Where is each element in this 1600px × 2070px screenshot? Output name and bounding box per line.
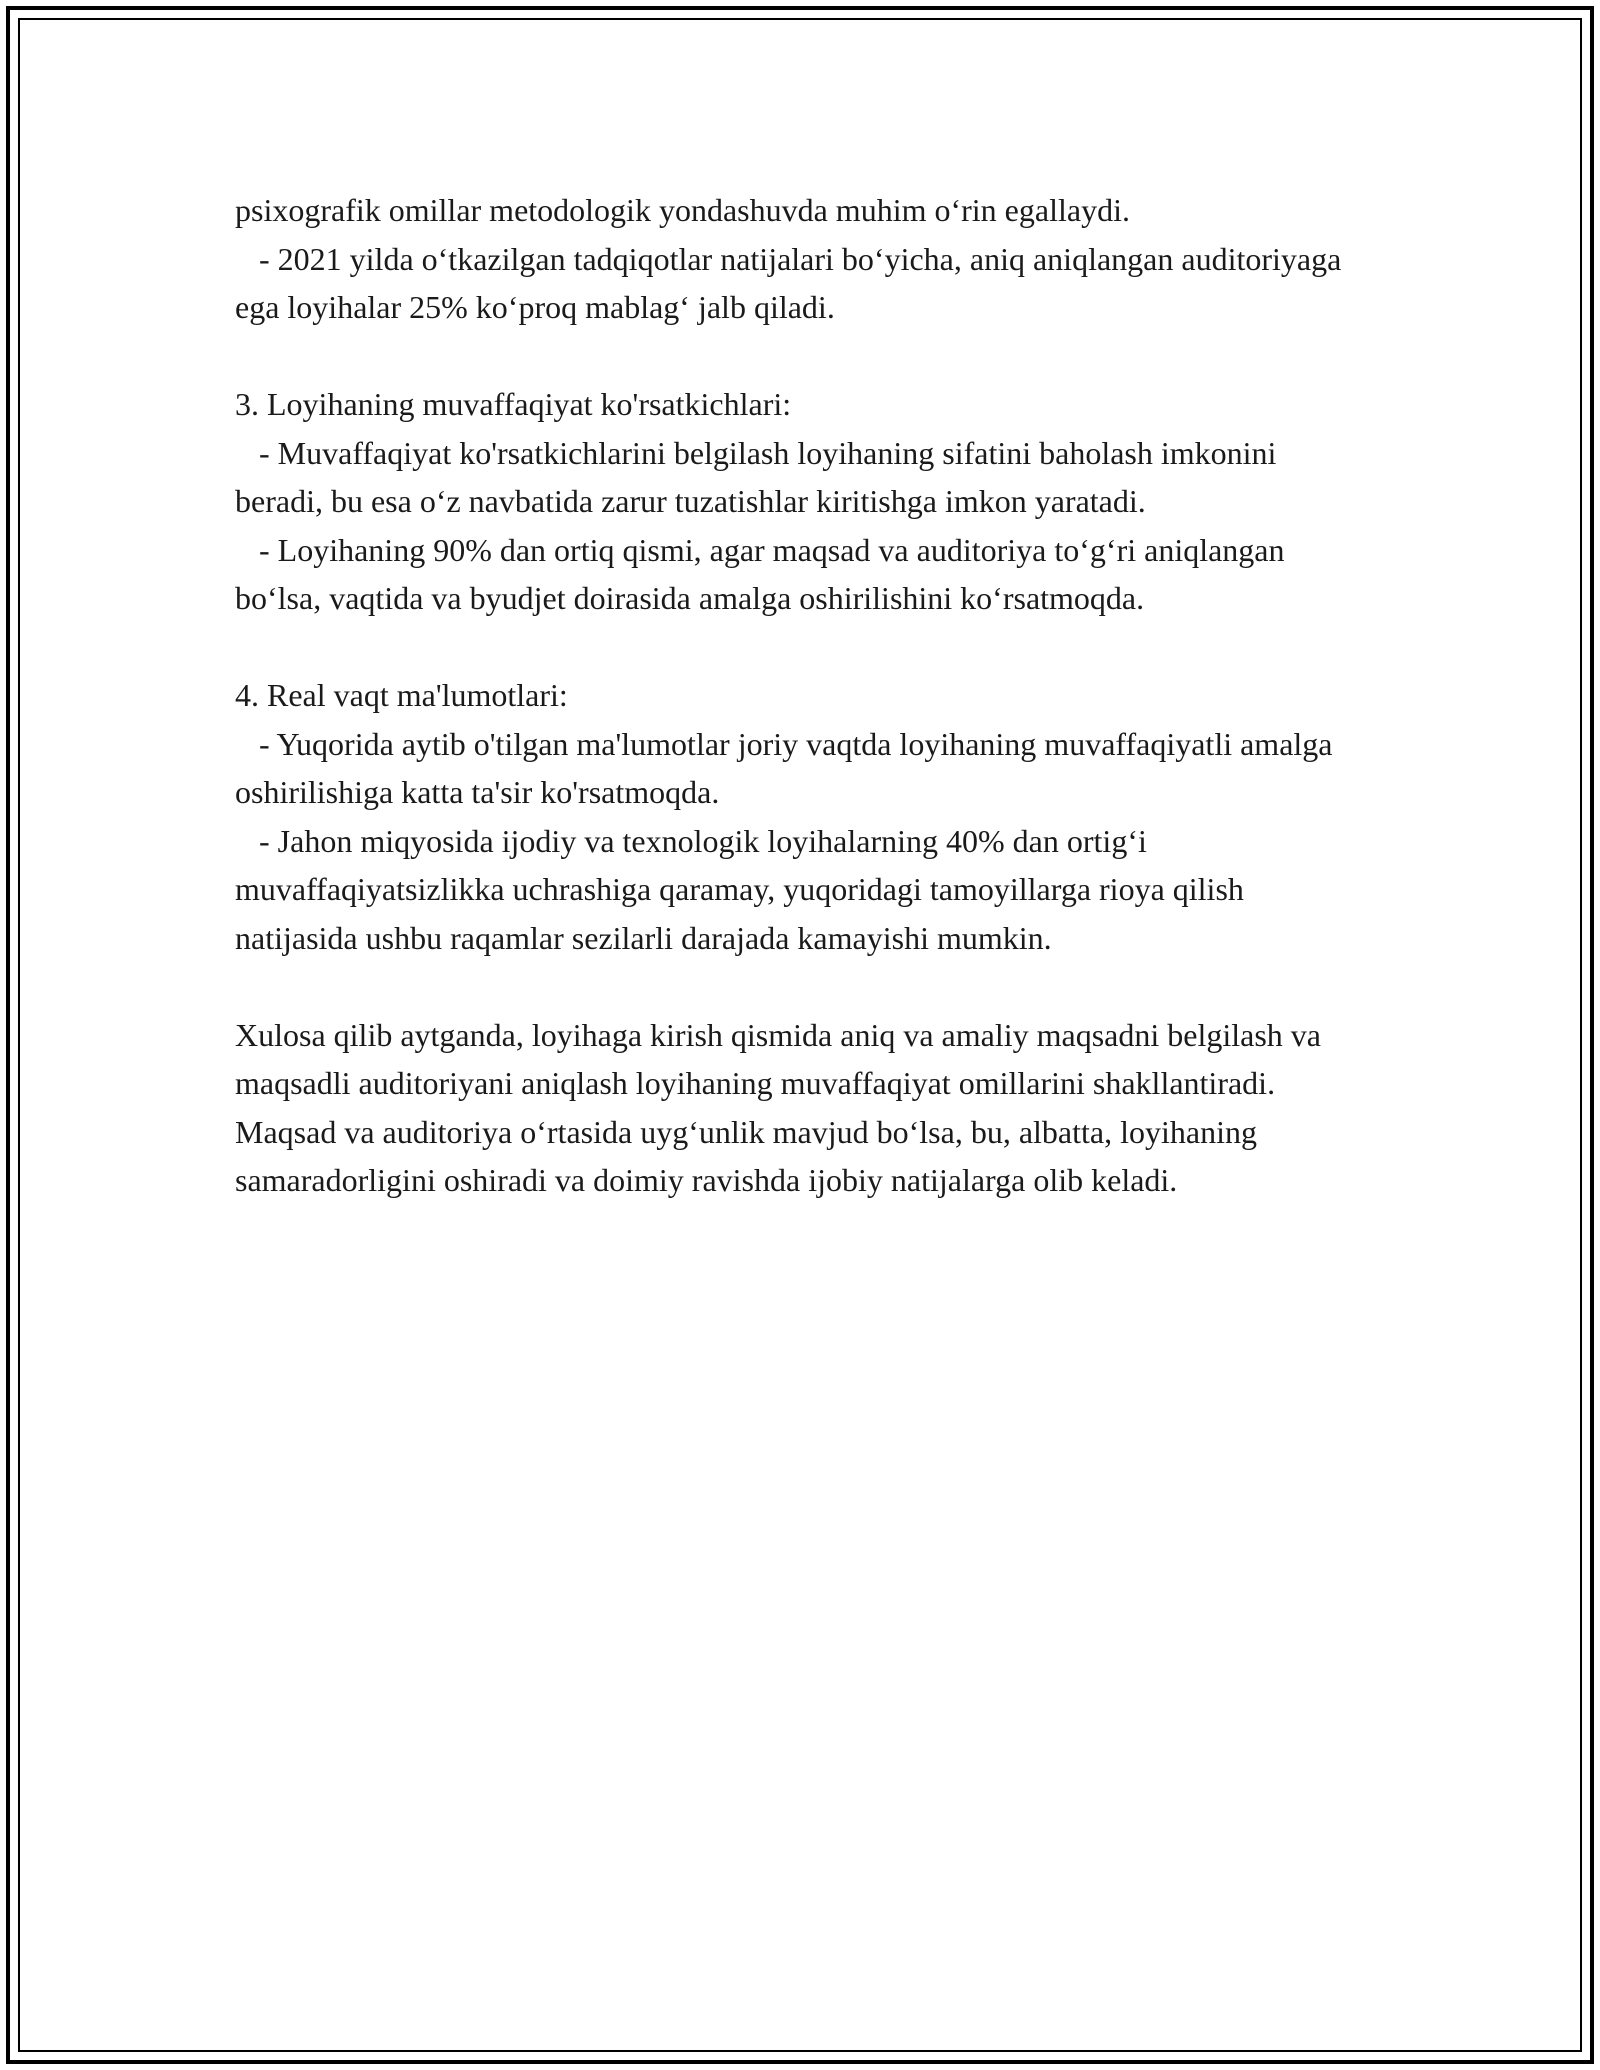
section-heading-3: 3. Loyihaning muvaffaqiyat ko'rsatkichlari: [235,386,792,422]
bullet-90-percent: - Loyihaning 90% dan ortiq qismi, agar maqsad va auditoriya to‘g‘ri aniqlangan bo‘lsa, vaqtida va byudjet doirasida amalga oshirilishini ko‘rsatmoqda. [235,531,1293,616]
bullet-2021-research: - 2021 yilda o‘tkazilgan tadqiqotlar natijalari bo‘yicha, aniq aniqlangan auditoriyaga ega loyihalar 25% ko‘proq mablag‘ jalb qiladi. [235,240,1350,325]
paragraph-gap [235,623,1355,672]
paragraph-gap [235,332,1355,381]
paragraph-psixografik: psixografik omillar metodologik yondashuvda muhim o‘rin egallaydi. [235,192,1130,228]
conclusion-paragraph: Xulosa qilib aytganda, loyihaga kirish qismida aniq va amaliy maqsadni belgilash va maqsadli auditoriyani aniqlash loyihaning muvaffaqiyat omillarini shakllantiradi. Maqsad va auditoriya o‘rtasida uyg‘unlik mavjud bo‘lsa, bu, albatta, loyihaning samaradorligini oshiradi va doimiy ravishda ijobiy natijalarga olib keladi. [235,1016,1321,1198]
paragraph-gap [235,962,1355,1011]
bullet-success-indicators: - Muvaffaqiyat ko'rsatkichlarini belgilash loyihaning sifatini baholash imkonini beradi, bu esa o‘z navbatida zarur tuzatishlar kiritishga imkon yaratadi. [235,434,1285,519]
bullet-40-percent: - Jahon miqyosida ijodiy va texnologik loyihalarning 40% dan ortig‘i muvaffaqiyatsizlikka uchrashiga qaramay, yuqoridagi tamoyillarga rioya qilish natijasida ushbu raqamlar sezilarli darajada kamayishi mumkin. [235,822,1252,956]
bullet-realtime-data: - Yuqorida aytib o'tilgan ma'lumotlar joriy vaqtda loyihaning muvaffaqiyatli amalga oshirilishiga katta ta'sir ko'rsatmoqda. [235,725,1341,810]
document-body [235,186,1355,1205]
section-heading-4: 4. Real vaqt ma'lumotlari: [235,677,568,713]
